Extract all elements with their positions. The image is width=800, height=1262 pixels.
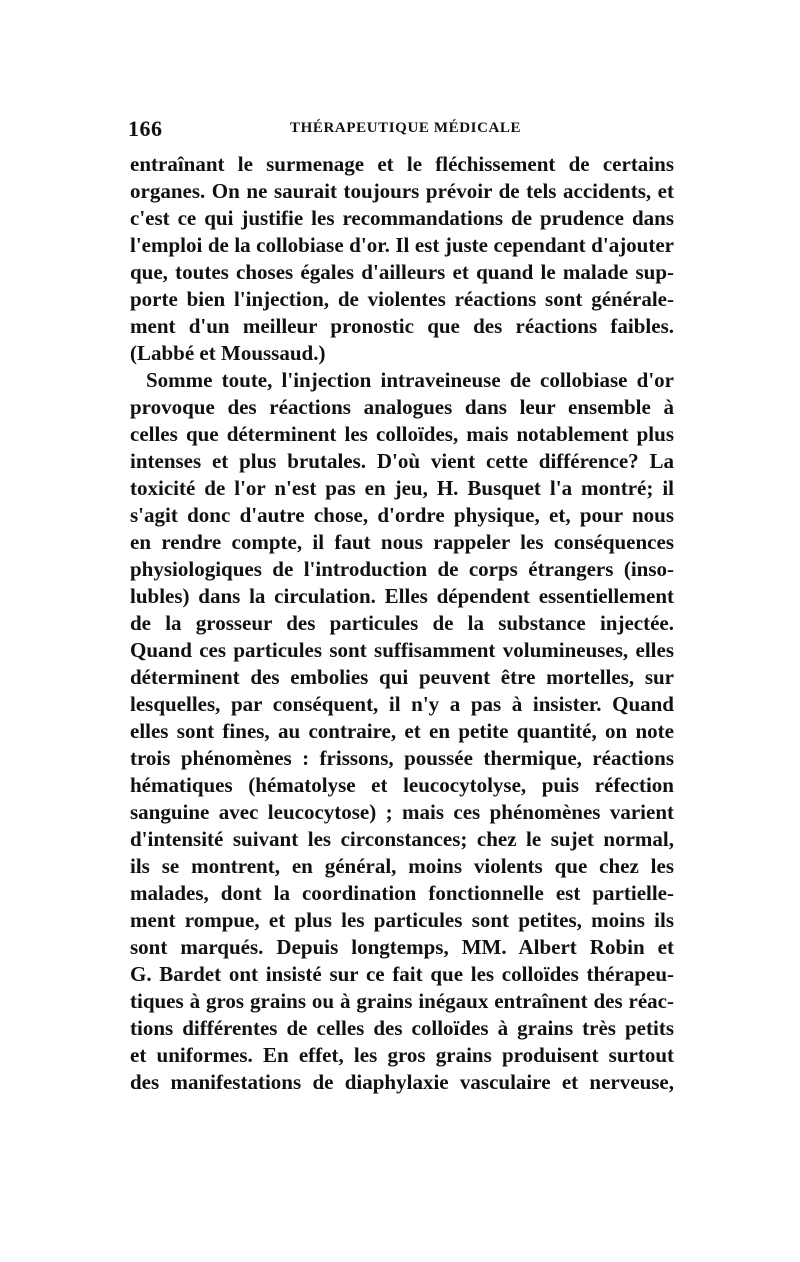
text-line: hématiques (hématolyse et leucocytolyse, puis réfection	[130, 773, 674, 797]
text-line: c'est ce qui justifie les recommandations de prudence dans	[130, 206, 674, 230]
text-line: celles que déterminent les colloïdes, mais notablement plus	[130, 422, 674, 446]
text-line: sanguine avec leucocytose) ; mais ces phénomènes varient	[130, 800, 674, 824]
text-line: que, toutes choses égales d'ailleurs et quand le malade sup-	[130, 260, 674, 284]
text-line: ment rompue, et plus les particules sont petites, moins ils	[130, 908, 674, 932]
text-line: tiques à gros grains ou à grains inégaux entraînent des réac-	[130, 989, 674, 1013]
text-line: trois phénomènes : frissons, poussée thermique, réactions	[130, 746, 674, 770]
text-line: organes. On ne saurait toujours prévoir de tels accidents, et	[130, 179, 674, 203]
text-line: tions différentes de celles des colloïdes à grains très petits	[130, 1016, 674, 1040]
text-line: d'intensité suivant les circonstances; chez le sujet normal,	[130, 827, 674, 851]
text-line: en rendre compte, il faut nous rappeler les conséquences	[130, 530, 674, 554]
running-header	[128, 116, 674, 142]
text-line: l'emploi de la collobiase d'or. Il est juste cependant d'ajouter	[130, 233, 674, 257]
text-line: toxicité de l'or n'est pas en jeu, H. Busquet l'a montré; il	[130, 476, 674, 500]
text-line: intenses et plus brutales. D'où vient cette différence? La	[130, 449, 674, 473]
text-line: (Labbé et Moussaud.)	[130, 341, 326, 365]
text-line: ils se montrent, en général, moins violents que chez les	[130, 854, 674, 878]
text-line: lubles) dans la circulation. Elles dépendent essentiellement	[130, 584, 674, 608]
text-line: Somme toute, l'injection intraveineuse de collobiase d'or	[146, 368, 674, 392]
text-line: déterminent des embolies qui peuvent être mortelles, sur	[130, 665, 674, 689]
page-number: 166	[128, 116, 163, 141]
text-line: ment d'un meilleur pronostic que des réactions faibles.	[130, 314, 674, 338]
text-line: entraînant le surmenage et le fléchissement de certains	[130, 152, 674, 176]
text-line: elles sont fines, au contraire, et en petite quantité, on note	[130, 719, 674, 743]
text-line: de la grosseur des particules de la substance injectée.	[130, 611, 674, 635]
text-line: lesquelles, par conséquent, il n'y a pas à insister. Quand	[130, 692, 674, 716]
text-line: sont marqués. Depuis longtemps, MM. Albert Robin et	[130, 935, 674, 959]
text-line: s'agit donc d'autre chose, d'ordre physique, et, pour nous	[130, 503, 674, 527]
text-line: porte bien l'injection, de violentes réactions sont générale-	[130, 287, 674, 311]
text-line: Quand ces particules sont suffisamment volumineuses, elles	[130, 638, 674, 662]
text-line: malades, dont la coordination fonctionnelle est partielle-	[130, 881, 674, 905]
text-line: physiologiques de l'introduction de corps étrangers (inso-	[130, 557, 674, 581]
text-line: provoque des réactions analogues dans leur ensemble à	[130, 395, 674, 419]
text-line: G. Bardet ont insisté sur ce fait que les colloïdes thérapeu-	[130, 962, 674, 986]
text-line: et uniformes. En effet, les gros grains produisent surtout	[130, 1043, 674, 1067]
text-line: des manifestations de diaphylaxie vasculaire et nerveuse,	[130, 1070, 674, 1094]
body-text	[130, 151, 674, 1096]
running-title: THÉRAPEUTIQUE MÉDICALE	[290, 120, 522, 136]
